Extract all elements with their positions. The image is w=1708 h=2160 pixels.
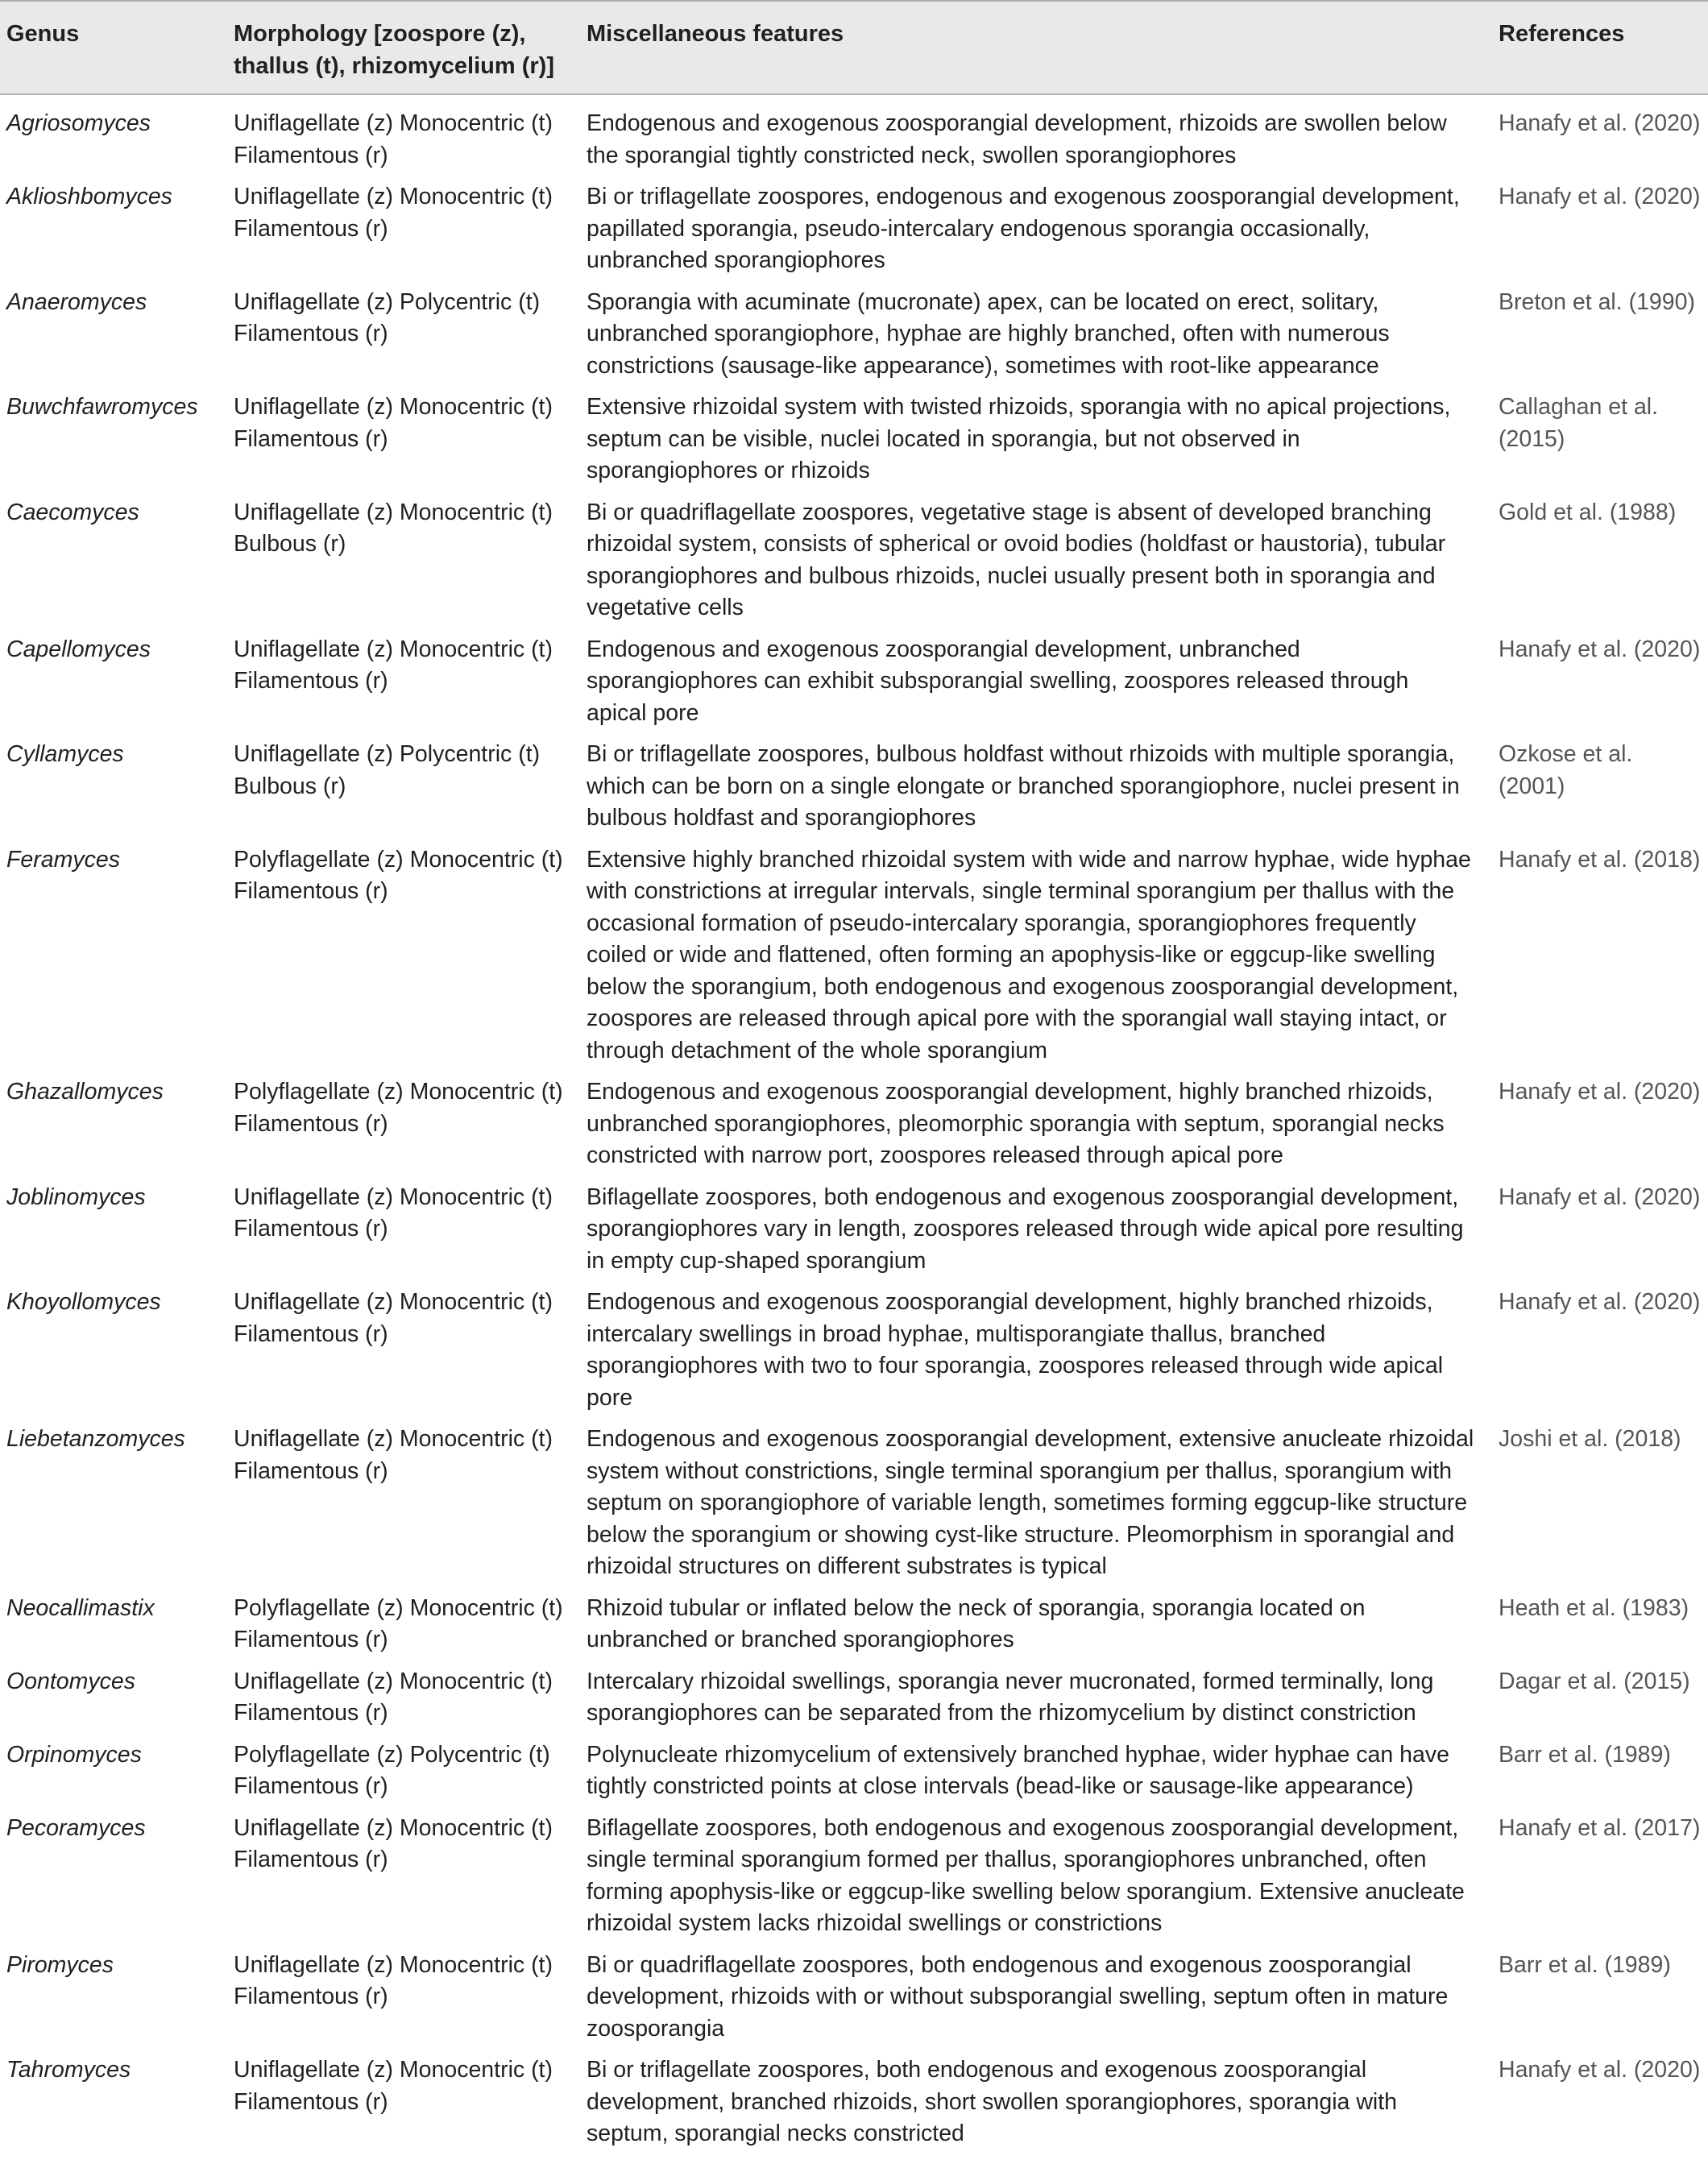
- reference-cell: Hanafy et al. (2018): [1499, 846, 1701, 873]
- genus-cell: Buwchfawromyces: [6, 394, 198, 420]
- genus-cell: Oontomyces: [6, 1668, 135, 1694]
- miscellaneous-features-cell: Extensive rhizoidal system with twisted rhizoids, sporangia with no apical projections, septum can be visible, nuclei located in sporangia, but not observed in sporangiophores or rhizoids: [587, 394, 1451, 483]
- morphology-cell: Uniflagellate (z) Monocentric (t) Filamentous (r): [234, 184, 553, 242]
- genus-cell: Feramyces: [6, 846, 120, 873]
- miscellaneous-features-cell: Bi or quadriflagellate zoospores, vegetative stage is absent of developed branching rhizoidal system, consists of spherical or ovoid bodies (holdfast or haustoria), tubular sporangiophores and bulbous rhizoids, nuclei usually present both in sporangia and vegetative cells: [587, 499, 1446, 620]
- table-row: [0, 392, 1708, 497]
- table-row: [0, 1287, 1708, 1424]
- genus-cell: Agriosomyces: [6, 110, 151, 136]
- miscellaneous-features-cell: Polynucleate rhizomycelium of extensively branched hyphae, wider hyphae can have tightly constricted points at close intervals (bead-like or sausage-like appearance): [587, 1741, 1449, 1799]
- morphology-cell: Uniflagellate (z) Monocentric (t) Filamentous (r): [234, 1426, 553, 1484]
- table-row: [0, 1076, 1708, 1182]
- morphology-cell: Polyflagellate (z) Monocentric (t) Filamentous (r): [234, 1079, 563, 1137]
- morphology-cell: Uniflagellate (z) Monocentric (t) Filamentous (r): [234, 394, 553, 452]
- genus-cell: Caecomyces: [6, 499, 139, 525]
- miscellaneous-features-cell: Bi or triflagellate zoospores, both endogenous and exogenous zoosporangial development, branched rhizoids, short swollen sporangiophores, sporangia with septum, sporangial necks constricted: [587, 2057, 1398, 2146]
- header-miscellaneous-features: Miscellaneous features: [580, 1, 1499, 94]
- genus-cell: Khoyollomyces: [6, 1289, 161, 1315]
- reference-cell: Hanafy et al. (2020): [1499, 636, 1701, 662]
- genus-cell: Piromyces: [6, 1951, 114, 1978]
- miscellaneous-features-cell: Endogenous and exogenous zoosporangial development, highly branched rhizoids, unbranched sporangiophores, pleomorphic sporangia with septum, sporangial necks constricted with narrow port, zoospores released through apical pore: [587, 1079, 1445, 1168]
- miscellaneous-features-cell: Bi or quadriflagellate zoospores, both endogenous and exogenous zoosporangial development, rhizoids with or without subsporangial swelling, septum often in mature zoosporangia: [587, 1951, 1449, 2042]
- reference-cell: Callaghan et al. (2015): [1499, 394, 1659, 452]
- genus-cell: Cyllamyces: [6, 741, 124, 767]
- morphology-cell: Uniflagellate (z) Monocentric (t) Filamentous (r): [234, 636, 553, 694]
- table-row: [0, 1950, 1708, 2055]
- miscellaneous-features-cell: Endogenous and exogenous zoosporangial development, extensive anucleate rhizoidal system without constrictions, single terminal sporangium per thallus, sporangium with septum on sporangiophore of variable length, sometimes forming eggcup-like structure below the sporangium or showing cyst-like structure. Pleomorphism in sporangial and rhizoidal structures on different substrates is typical: [587, 1426, 1474, 1579]
- reference-cell: Breton et al. (1990): [1499, 288, 1695, 315]
- reference-cell: Ozkose et al. (2001): [1499, 741, 1633, 799]
- morphology-cell: Uniflagellate (z) Monocentric (t) Filamentous (r): [234, 1814, 553, 1872]
- morphology-cell: Uniflagellate (z) Polycentric (t) Bulbous (r): [234, 741, 541, 799]
- reference-cell: Hanafy et al. (2020): [1499, 1289, 1701, 1315]
- miscellaneous-features-cell: Biflagellate zoospores, both endogenous and exogenous zoosporangial development, single terminal sporangium formed per thallus, sporangiophores unbranched, often forming apophysis-like or eggcup-like swelling below sporangium. Extensive anucleate rhizoidal system lacks rhizoidal swellings or constrictions: [587, 1814, 1465, 1936]
- genus-cell: Capellomyces: [6, 636, 151, 662]
- miscellaneous-features-cell: Endogenous and exogenous zoosporangial development, rhizoids are swollen below the sporangial tightly constricted neck, swollen sporangiophores: [587, 110, 1447, 168]
- reference-cell: Hanafy et al. (2020): [1499, 1079, 1701, 1105]
- miscellaneous-features-cell: Bi or triflagellate zoospores, bulbous holdfast without rhizoids with multiple sporangia, which can be born on a single elongate or branched sporangiophore, nuclei present in bulbous holdfast and sporangiophores: [587, 741, 1460, 831]
- genus-cell: Orpinomyces: [6, 1741, 142, 1768]
- table-row: [0, 287, 1708, 392]
- morphology-cell: Uniflagellate (z) Monocentric (t) Filamentous (r): [234, 110, 553, 168]
- reference-cell: Heath et al. (1983): [1499, 1594, 1689, 1621]
- reference-cell: Hanafy et al. (2020): [1499, 184, 1701, 209]
- table-row: [0, 844, 1708, 1077]
- miscellaneous-features-cell: Rhizoid tubular or inflated below the neck of sporangia, sporangia located on unbranched or branched sporangiophores: [587, 1594, 1366, 1652]
- morphology-cell: Uniflagellate (z) Monocentric (t) Filamentous (r): [234, 2057, 553, 2115]
- morphology-cell: Uniflagellate (z) Monocentric (t) Filamentous (r): [234, 1289, 553, 1347]
- genus-cell: Liebetanzomyces: [6, 1426, 185, 1452]
- genus-cell: Neocallimastix: [6, 1594, 155, 1621]
- reference-cell: Hanafy et al. (2020): [1499, 1184, 1701, 1210]
- morphology-cell: Polyflagellate (z) Polycentric (t) Filamentous (r): [234, 1741, 550, 1799]
- reference-cell: Hanafy et al. (2017): [1499, 1814, 1701, 1841]
- morphology-cell: Polyflagellate (z) Monocentric (t) Filamentous (r): [234, 1594, 563, 1652]
- reference-cell: Joshi et al. (2018): [1499, 1426, 1681, 1452]
- reference-cell: Hanafy et al. (2020): [1499, 2057, 1701, 2083]
- table-row: [0, 634, 1708, 740]
- genus-cell: Tahromyces: [6, 2057, 131, 2083]
- table-row: [0, 1593, 1708, 1666]
- morphology-cell: Uniflagellate (z) Polycentric (t) Filamentous (r): [234, 288, 541, 346]
- miscellaneous-features-cell: Extensive highly branched rhizoidal system with wide and narrow hyphae, wide hyphae with constrictions at irregular intervals, single terminal sporangium per thallus with the occasional formation of pseudo-intercalary sporangia, sporangiophores frequently coiled or wide and flattened, often forming an apophysis-like or eggcup-like swelling below the sporangium, both endogenous and exogenous zoosporangial development, zoospores are released through apical pore with the sporangial wall staying intact, or through detachment of the whole sporangium: [587, 846, 1471, 1063]
- header-morphology: Morphology [zoospore (z), thallus (t), rhizomycelium (r)]: [226, 1, 580, 94]
- table-row: [0, 94, 1708, 181]
- miscellaneous-features-cell: Sporangia with acuminate (mucronate) apex, can be located on erect, solitary, unbranched sporangiophore, hyphae are highly branched, often with numerous constrictions (sausage-like appearance), sometimes with root-like appearance: [587, 288, 1390, 379]
- miscellaneous-features-cell: Bi or triflagellate zoospores, endogenous and exogenous zoosporangial development, papillated sporangia, pseudo-intercalary endogenous sporangia occasionally, unbranched sporangiophores: [587, 184, 1460, 273]
- reference-cell: Barr et al. (1989): [1499, 1741, 1671, 1768]
- morphology-cell: Uniflagellate (z) Monocentric (t) Filamentous (r): [234, 1951, 553, 2009]
- table-row: [0, 1813, 1708, 1950]
- header-genus: Genus: [0, 1, 226, 94]
- table-row: [0, 1182, 1708, 1287]
- header-references: References: [1499, 1, 1708, 94]
- genus-cell: Pecoramyces: [6, 1814, 146, 1841]
- miscellaneous-features-cell: Endogenous and exogenous zoosporangial development, unbranched sporangiophores can exhibit subsporangial swelling, zoospores released through apical pore: [587, 636, 1409, 726]
- table-row: [0, 739, 1708, 844]
- table-row: [0, 497, 1708, 634]
- reference-cell: Hanafy et al. (2020): [1499, 110, 1701, 136]
- miscellaneous-features-cell: Biflagellate zoospores, both endogenous and exogenous zoosporangial development, sporangiophores vary in length, zoospores released through wide apical pore resulting in empty cup-shaped sporangium: [587, 1184, 1464, 1274]
- reference-cell: Dagar et al. (2015): [1499, 1668, 1690, 1694]
- header-row: [0, 1, 1708, 94]
- morphology-cell: Uniflagellate (z) Monocentric (t) Bulbous (r): [234, 499, 553, 557]
- morphology-cell: Polyflagellate (z) Monocentric (t) Filamentous (r): [234, 846, 563, 904]
- table-row: [0, 1666, 1708, 1739]
- morphology-cell: Uniflagellate (z) Monocentric (t) Filamentous (r): [234, 1184, 553, 1242]
- genus-cell: Ghazallomyces: [6, 1079, 164, 1105]
- table-row: [0, 1424, 1708, 1593]
- table-body: [0, 94, 1708, 2160]
- genus-cell: Anaeromyces: [6, 288, 147, 315]
- miscellaneous-features-cell: Endogenous and exogenous zoosporangial development, highly branched rhizoids, intercalary swellings in broad hyphae, multisporangiate thallus, branched sporangiophores with two to four sporangia, zoospores released through wide apical pore: [587, 1289, 1444, 1411]
- table-row: [0, 1739, 1708, 1813]
- reference-cell: Barr et al. (1989): [1499, 1951, 1671, 1978]
- table-header: [0, 1, 1708, 94]
- miscellaneous-features-cell: Intercalary rhizoidal swellings, sporangia never mucronated, formed terminally, long sporangiophores can be separated from the rhizomycelium by distinct constriction: [587, 1668, 1434, 1726]
- reference-cell: Gold et al. (1988): [1499, 499, 1677, 525]
- morphology-cell: Uniflagellate (z) Monocentric (t) Filamentous (r): [234, 1668, 553, 1726]
- table-row: [0, 181, 1708, 287]
- genus-cell: Joblinomyces: [6, 1184, 146, 1210]
- table-row: [0, 2054, 1708, 2160]
- genus-cell: Aklioshbomyces: [6, 184, 172, 209]
